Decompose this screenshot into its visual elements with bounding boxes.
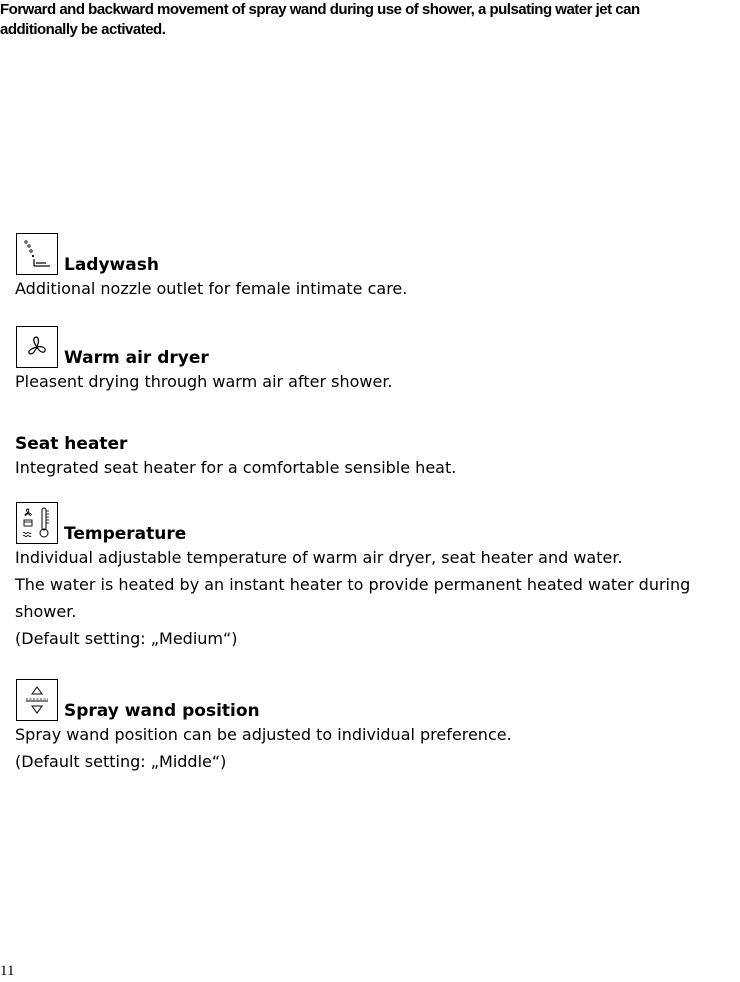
feature-title: Spray wand position — [64, 701, 260, 721]
page-number: 11 — [0, 963, 15, 979]
feature-spray-wand-position — [15, 679, 740, 775]
spray-wand-position-icon — [16, 679, 58, 721]
feature-warm-air-dryer — [15, 326, 740, 395]
default-setting: (Default setting: „Middle“) — [15, 752, 227, 771]
intro-line: additionally be activated. — [0, 21, 166, 38]
feature-description: The water is heated by an instant heater to provide permanent heated water during — [15, 575, 691, 594]
feature-description: shower. — [15, 602, 77, 621]
feature-title: Seat heater — [15, 434, 128, 454]
temperature-icon — [16, 502, 58, 544]
feature-title: Ladywash — [64, 255, 159, 275]
feature-title: Temperature — [64, 524, 187, 544]
intro-line: Forward and backward movement of spray wand during use of shower, a pulsating water jet can — [0, 1, 640, 18]
feature-description: Integrated seat heater for a comfortable sensible heat. — [15, 458, 457, 477]
fan-icon — [16, 326, 58, 368]
default-setting: (Default setting: „Medium“) — [15, 629, 238, 648]
ladywash-icon — [16, 233, 58, 275]
feature-description: Spray wand position can be adjusted to individual preference. — [15, 725, 512, 744]
intro-paragraph — [0, 0, 730, 40]
feature-title: Warm air dryer — [64, 348, 209, 368]
feature-temperature — [15, 502, 740, 652]
feature-description: Individual adjustable temperature of warm air dryer, seat heater and water. — [15, 548, 623, 567]
feature-ladywash — [15, 233, 740, 302]
feature-seat-heater — [15, 434, 740, 481]
feature-description: Pleasent drying through warm air after shower. — [15, 372, 393, 391]
feature-description: Additional nozzle outlet for female intimate care. — [15, 279, 408, 298]
